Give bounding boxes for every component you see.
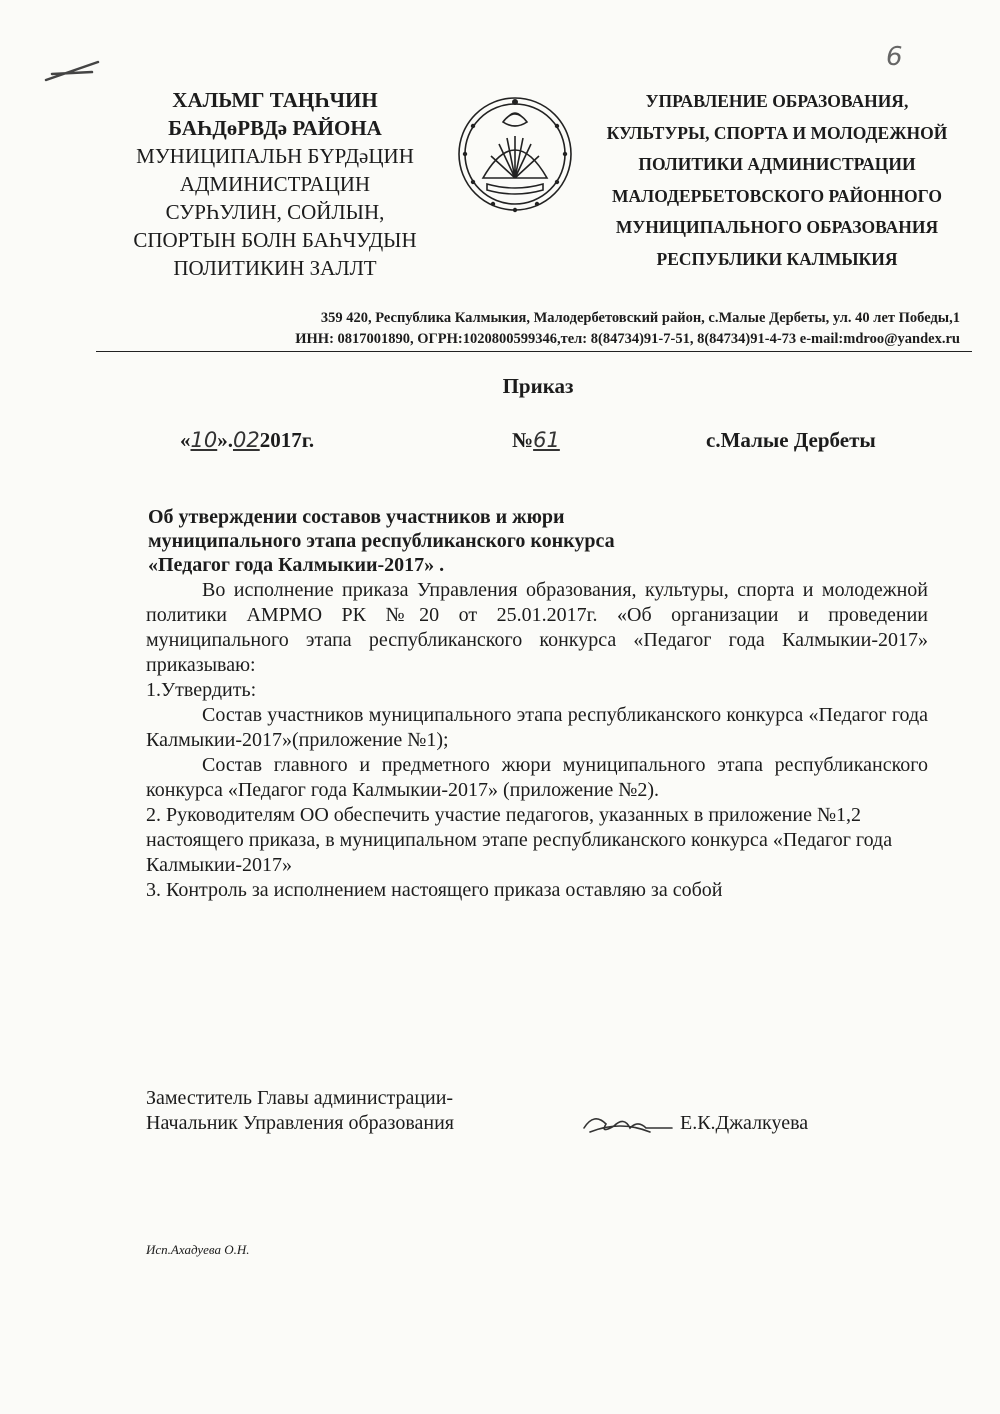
handwritten-page-number: 6 xyxy=(886,42,903,72)
signatory-name: Е.К.Джалкуева xyxy=(680,1112,809,1134)
header-right-line: ПОЛИТИКИ АДМИНИСТРАЦИИ xyxy=(638,154,916,174)
order-body xyxy=(146,578,928,903)
header-right-russian xyxy=(592,86,962,275)
body-item-1a: Состав участников муниципального этапа республиканского конкурса «Педагог года Калмыкии-2017»(приложение №1); xyxy=(146,704,928,751)
handwritten-signature-icon xyxy=(580,1106,676,1140)
order-number-value: 61 xyxy=(533,428,560,452)
header-right-line: МУНИЦИПАЛЬНОГО ОБРАЗОВАНИЯ xyxy=(615,217,939,237)
header-right-line: МАЛОДЕРБЕТОВСКОГО РАЙОННОГО xyxy=(612,185,942,206)
contacts-line: ИНН: 0817001890, ОГРН:1020800599346,тел: 8(84734)91-7-51, 8(84734)91-4-73 e-mail:mdroo@yandex.ru xyxy=(295,331,960,347)
order-number: №61 xyxy=(512,428,560,452)
executor-note: Исп.Ахадуева О.Н. xyxy=(146,1242,250,1257)
header-left-line: БАҺДөРВДә РАЙОНА xyxy=(168,116,382,140)
corner-handwritten-mark xyxy=(42,58,102,88)
subject-line: Об утверждении составов участников и жюри xyxy=(148,506,565,528)
position-line: Заместитель Главы администрации- xyxy=(146,1087,454,1109)
kalmykia-emblem-icon xyxy=(453,92,577,218)
position-line: Начальник Управления образования xyxy=(146,1112,454,1134)
header-divider xyxy=(96,351,972,352)
header-left-line: СПОРТЫН БОЛН БАҺЧУДЫН xyxy=(133,228,417,252)
header-left-kalmyk xyxy=(100,86,450,282)
address-line: 359 420, Республика Калмыкия, Малодербетовский район, с.Малые Дербеты, ул. 40 лет Победы,1 xyxy=(320,310,960,326)
body-item-1: 1.Утвердить: xyxy=(146,679,257,701)
header-left-line: ХАЛЬМГ ТАҢҺЧИН xyxy=(172,88,378,112)
body-intro: Во исполнение приказа Управления образования, культуры, спорта и молодежной политики АМРМО РК №20 от 25.01.2017г. «Об организации и проведении муниципального этапа республиканского конкурса «Педагог года Калмыкии-2017» приказываю: xyxy=(146,579,928,676)
order-place: с.Малые Дербеты xyxy=(706,428,876,452)
header-right-line: КУЛЬТУРЫ, СПОРТА И МОЛОДЕЖНОЙ xyxy=(606,122,948,143)
header-right-line: УПРАВЛЕНИЕ ОБРАЗОВАНИЯ, xyxy=(645,91,909,111)
order-date: «10».022017г. xyxy=(180,428,315,452)
body-item-1b: Состав главного и предметного жюри муниципального этапа республиканского конкурса «Педагог года Калмыкии-2017» (приложение №2). xyxy=(146,754,928,801)
header-left-line: СУРҺУЛИН, СОЙЛЫН, xyxy=(165,200,385,224)
signatory-position xyxy=(146,1086,454,1136)
header-right-line: РЕСПУБЛИКИ КАЛМЫКИЯ xyxy=(656,248,898,269)
organization-address xyxy=(100,308,960,350)
subject-line: муниципального этапа республиканского конкурса xyxy=(148,530,615,552)
header-left-line: АДМИНИСТРАЦИН xyxy=(179,172,371,196)
header-left-line: МУНИЦИПАЛЬН БҮРДәЦИН xyxy=(136,144,414,168)
order-date-day: 10 xyxy=(190,428,218,452)
order-date-month: 02 xyxy=(232,428,260,452)
body-item-3: 3. Контроль за исполнением настоящего приказа оставляю за собой xyxy=(146,879,723,901)
order-subject xyxy=(148,505,648,577)
header-left-line: ПОЛИТИКИН ЗАЛЛТ xyxy=(173,256,377,280)
document-title: Приказ xyxy=(502,374,574,398)
subject-line: «Педагог года Калмыкии-2017» . xyxy=(148,554,445,576)
body-item-2: 2. Руководителям ОО обеспечить участие педагогов, указанных в приложение №1,2 настоящего приказа, в муниципальном этапе республиканского конкурса «Педагог года Калмыкии-2017» xyxy=(146,804,893,876)
